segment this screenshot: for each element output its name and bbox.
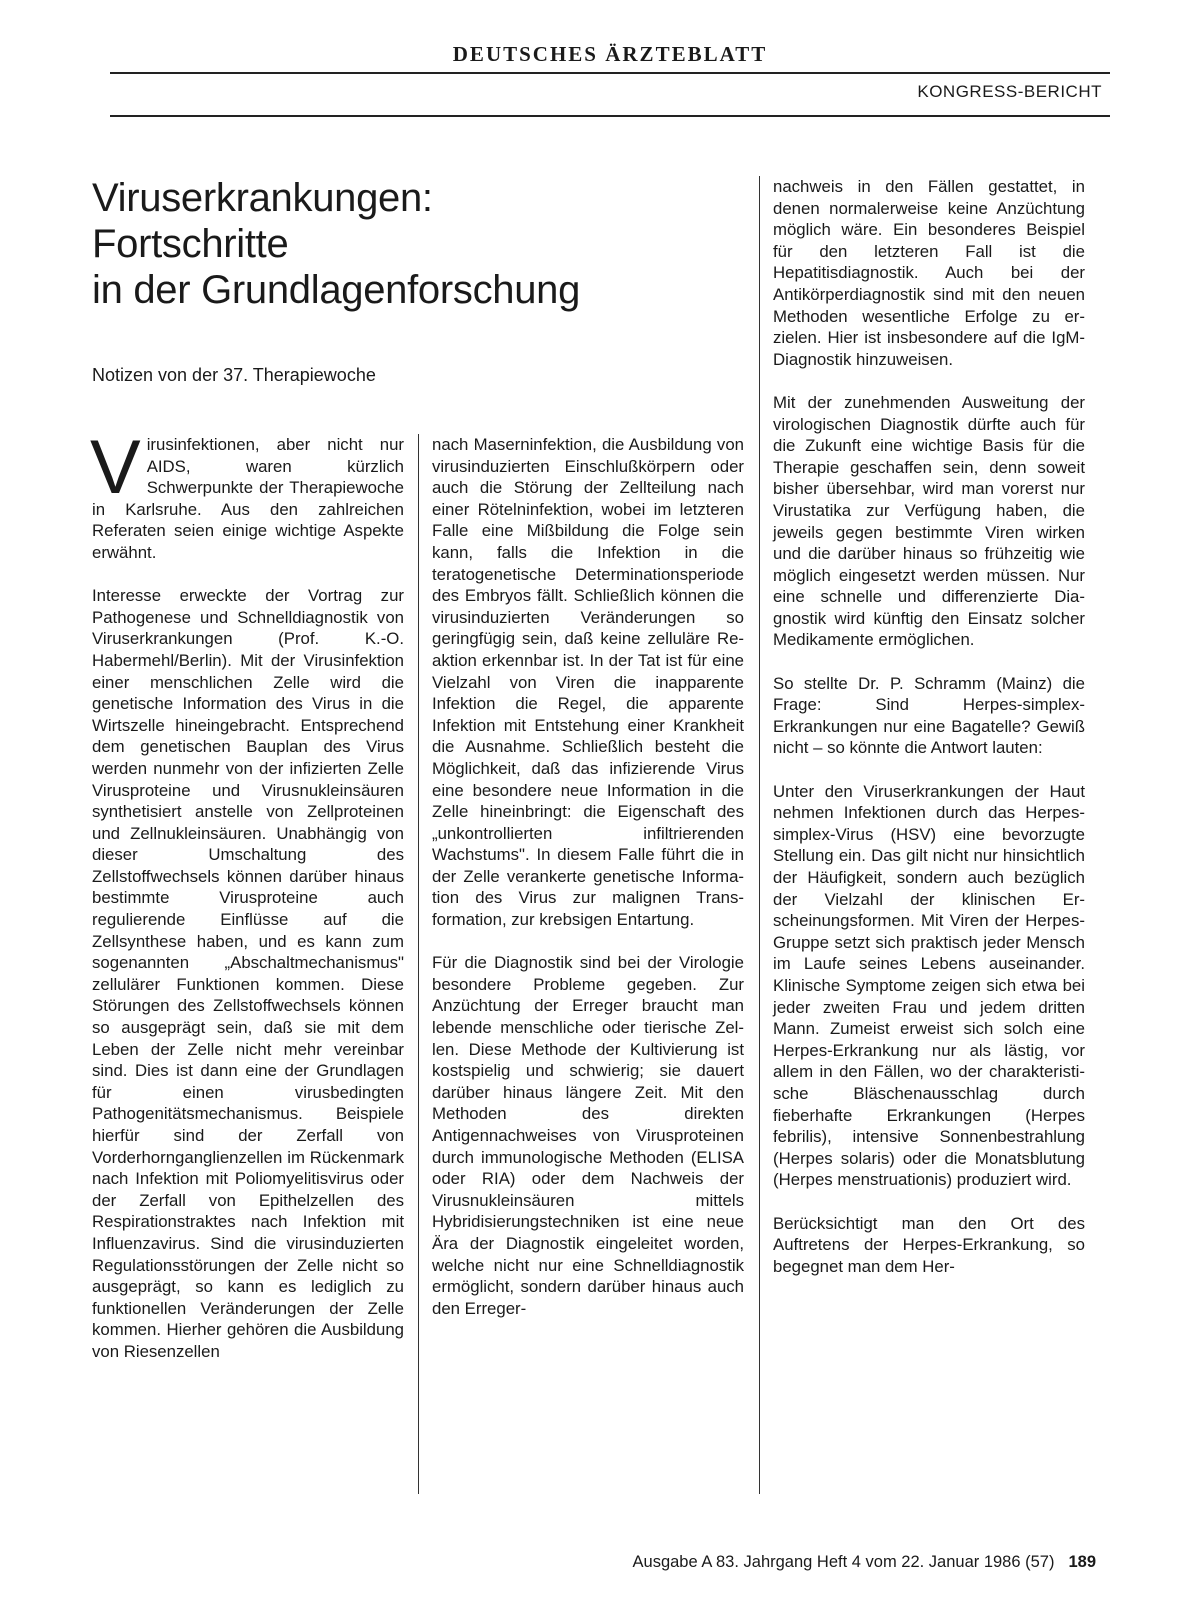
section-label: KONGRESS-BERICHT: [917, 82, 1102, 101]
body-paragraph: Interesse erweckte der Vortrag zur Pathogenese und Schnelldiagnostik von Viruserkrankungen (Prof. K.-O. Habermehl/Berlin). Mit der Virusinfektion einer menschlichen Zelle wird die genetische Information des Virus in die Wirtszelle hineingebracht. Entsprechend dem genetischen Bauplan des Virus werden nunmehr von der infizierten Zelle Virusproteine und Virusnukleinsäuren synthetisiert anstelle von Zellproteinen und Zellnukleinsäuren. Unabhängig von dieser Umschaltung des Zellstoffwechsels können darüber hinaus bestimmte Virusproteine auch regulierende Einflüsse auf die Zellsynthese haben, und es kann zum sogenannten „Abschaltmechanismus" zellulärer Funktionen kommen. Diese Störungen des Zellstoffwechsels können so ausgeprägt sein, daß sie mit dem Leben der Zelle nicht mehr vereinbar sind. Dies ist dann eine der Grundlagen für einen virusbedingten Pathogenitätsmechanismus. Beispiele hierfür sind der Zerfall von Vorderhornganglienzellen im Rückenmark nach Infektion mit Poliomyelitisvirus oder der Zerfall von Epithelzellen des Respirationstraktes nach Infektion mit Influenzavirus. Sind die virusinduzierten Regulationsstörungen der Zelle nicht so ausgeprägt, so kann es lediglich zu funktionellen Veränderungen der Zelle kommen. Hierher gehören die Ausbildung von Riesenzellen: [92, 586, 404, 1361]
body-paragraph: Unter den Viruserkrankungen der Haut nehmen Infektionen durch das Herpes-simplex-Virus (HSV) eine bevorzugte Stellung ein. Das gilt nicht nur hinsichtlich der Häufigkeit, sondern auch bezüglich der Vielzahl der klinischen Erscheinungsformen. Mit Viren der Herpes-Gruppe setzt sich praktisch jeder Mensch im Laufe seines Lebens auseinander. Klinische Symptome zeigen sich etwa bei jeder zweiten Frau und jedem dritten Mann. Zumeist erweist sich solch eine Herpes-Erkrankung nur als lästig, vor allem in den Fällen, wo der charakteristische Bläschenausschlag durch fieberhafte Erkrankungen (Herpes febrilis), intensive Sonnenbestrahlung (Herpes solaris) oder die Monatsblutung (Herpes menstruationis) produziert wird.: [773, 781, 1085, 1190]
title-line-2: Fortschritte: [92, 222, 289, 266]
section-rule: [110, 115, 1110, 117]
lead-paragraph: [90, 425, 404, 564]
lead-paragraph-text: irusinfektionen, aber nicht nur AIDS, waren kürzlich Schwerpunkte der Therapiewoche in Karlsruhe. Aus den zahlreichen Referaten seien einige wichtige Aspekte erwähnt.: [92, 435, 404, 562]
body-paragraph: nachweis in den Fällen gestattet, in denen normalerweise keine Anzüchtung möglich wäre. Ein besonderes Beispiel für den letzteren Fall ist die Hepatitisdiagnostik. Auch bei der Antikörperdiagnostik sind mit den neuen Methoden wesentliche Erfolge zu erzielen. Hier ist insbesondere auf die IgM-Diagnostik hinzuweisen.: [773, 177, 1085, 369]
body-paragraph: Berücksichtigt man den Ort des Auftretens der Herpes-Erkrankung, so begegnet man dem Her-: [773, 1213, 1085, 1276]
drop-cap: V: [90, 425, 141, 510]
body-paragraph: Für die Diagnostik sind bei der Virologie besondere Probleme gegeben. Zur Anzüchtung der Erreger braucht man lebende menschliche oder tierische Zellen. Diese Methode der Kultivierung ist kostspielig und schwierig; sie dauert darüber hinaus längere Zeit. Mit den Methoden des direkten Antigennachweises von Virusproteinen durch immunologische Methoden (ELISA oder RIA) oder dem Nachweis der Virusnukleinsäuren mittels Hybridisierungstechniken ist eine neue Ära der Diagnostik eingeleitet worden, welche nicht nur eine Schnelldiagnostik ermöglicht, sondern darüber hinaus auch den Erreger-: [432, 953, 744, 1318]
body-paragraph: So stellte Dr. P. Schramm (Mainz) die Frage: Sind Herpes-simplexErkrankungen nur eine Bagatelle? Gewiß nicht – so könnte die Antwort lauten:: [773, 673, 1085, 758]
article-column-3: [773, 176, 1085, 1277]
article-subtitle: Notizen von der 37. Therapiewoche: [92, 365, 376, 385]
column-divider: [418, 434, 419, 1494]
title-line-1: Viruserkrankungen:: [92, 176, 433, 220]
masthead-rule: [110, 72, 1110, 74]
article-column-2: [432, 434, 744, 1319]
body-paragraph: Mit der zunehmenden Ausweitung der virologischen Diagnostik dürfte auch für die Zukunft eine wichtige Basis für die Therapie geschaffen sein, denn soweit bisher übersehbar, wird man vorerst nur Virustatika zur Verfügung haben, die jeweils gegen bestimmte Viren wirken und die darüber hinaus so frühzeitig wie möglich eingesetzt werden müssen. Nur eine schnelle und differenzierte Diagnostik wird künftig den Einsatz solcher Medikamente ermöglichen.: [773, 392, 1085, 650]
page-number: 189: [1068, 1553, 1096, 1571]
page-footer: [633, 1552, 1096, 1572]
issue-info: Ausgabe A 83. Jahrgang Heft 4 vom 22. Januar 1986 (57): [632, 1553, 1055, 1571]
title-line-3: in der Grundlagenforschung: [92, 268, 581, 312]
body-paragraph: nach Maserninfektion, die Ausbildung von virusinduzierten Einschlußkörpern oder auch die Störung der Zellteilung nach einer Rötelninfektion, wobei im letzteren Falle eine Mißbildung die Folge sein kann, falls die Infektion in die teratogenetische Determinationsperiode des Embryos fällt. Schließlich können die virusinduzierten Veränderungen so geringfügig sein, daß keine zelluläre Reaktion erkennbar ist. In der Tat ist für eine Vielzahl von Viren die inapparente Infektion die Regel, die apparente Infektion mit Entstehung einer Krankheit die Ausnahme. Schließlich besteht die Möglichkeit, daß das infizierende Virus eine besondere neue Information in die Zelle hineinbringt: die Eigenschaft des „unkontrollierten infiltrierenden Wachstums". In diesem Falle führt die in der Zelle verankerte genetische Information des Virus zur malignen Transformation, zur krebsigen Entartung.: [432, 435, 744, 930]
article-title: [92, 175, 732, 313]
masthead: DEUTSCHES ÄRZTEBLATT: [452, 42, 768, 66]
article-column-1: [90, 425, 404, 1363]
column-divider: [759, 176, 760, 1494]
